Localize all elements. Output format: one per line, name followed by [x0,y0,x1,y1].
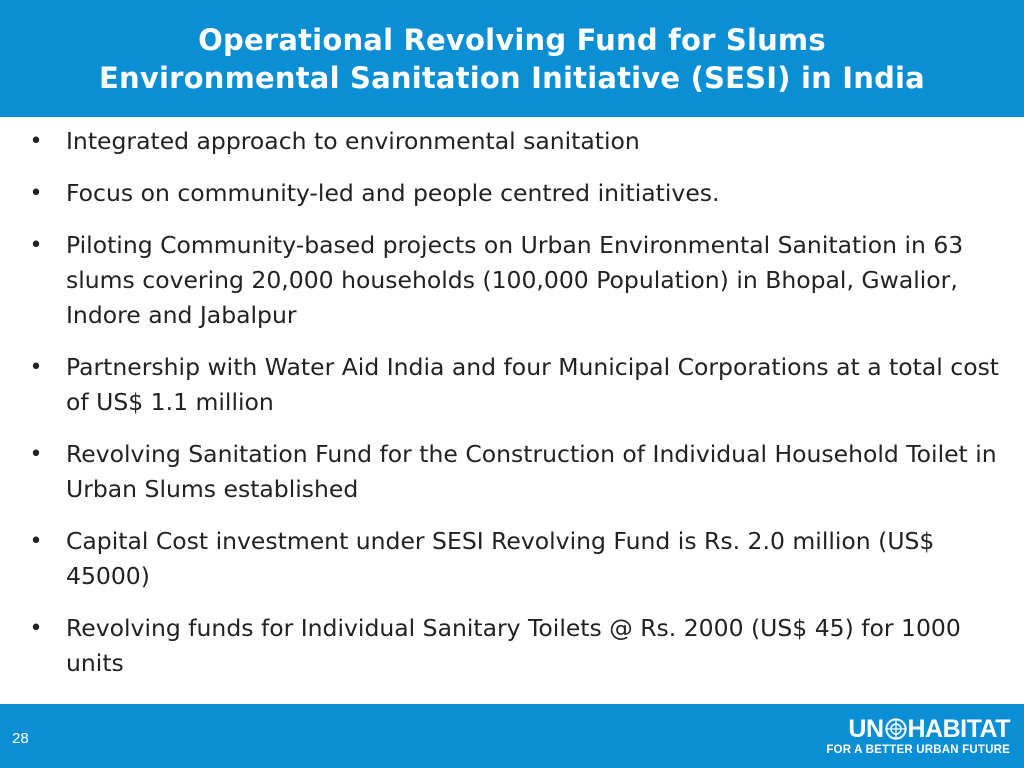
bullet-text: Piloting Community-based projects on Urban Environmental Sanitation in 63 slums covering 20,000 households (100,000 Population) in Bhopal, Gwalior, Indore and Jabalpur [66,231,964,329]
bullet-text: Integrated approach to environmental sanitation [66,127,640,155]
footer-bar [0,704,1024,768]
un-habitat-logo [820,716,1010,760]
slide-content [26,124,1006,681]
bullet-item [26,228,1006,333]
bullet-text: Focus on community-led and people centred initiatives. [66,179,720,207]
bullet-text: Partnership with Water Aid India and four Municipal Corporations at a total cost of US$ 1.1 million [66,353,1000,416]
title-bar [0,0,1024,120]
logo-wordmark [848,716,1010,742]
logo-suffix: HABITAT [907,715,1010,743]
logo-tagline: FOR A BETTER URBAN FUTURE [826,744,1010,756]
bullet-item [26,437,1006,507]
bullet-icon: • [29,181,43,206]
page-number: 28 [12,730,29,747]
bullet-text: Revolving funds for Individual Sanitary Toilets @ Rs. 2000 (US$ 45) for 1000 units [66,614,961,677]
bullet-icon: • [29,129,43,154]
bullet-icon: • [29,616,43,641]
bullet-item [26,611,1006,681]
bullet-icon: • [29,233,43,258]
bullet-icon: • [29,442,43,467]
bullet-icon: • [29,529,43,554]
bullet-list [26,124,1006,681]
logo-prefix: UN [848,715,884,743]
un-emblem-icon [885,718,907,740]
bullet-item [26,176,1006,211]
bullet-text: Revolving Sanitation Fund for the Construction of Individual Household Toilet in Urban Slums established [66,440,997,503]
bullet-item [26,350,1006,420]
bullet-text: Capital Cost investment under SESI Revolving Fund is Rs. 2.0 million (US$ 45000) [66,527,935,590]
slide-title-line-1: Operational Revolving Fund for Slums [198,22,826,57]
bullet-item [26,524,1006,594]
slide-title-line-2: Environmental Sanitation Initiative (SESI) in India [99,60,925,95]
bullet-icon: • [29,355,43,380]
bullet-item [26,124,1006,159]
